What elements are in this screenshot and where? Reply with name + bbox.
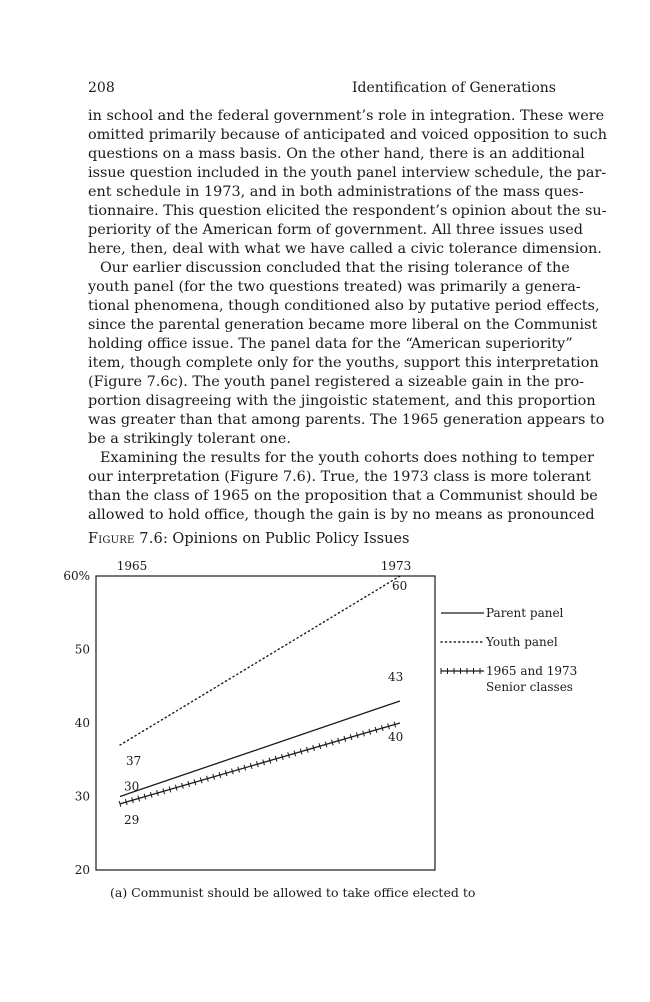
body-line: tional phenomena, though conditioned also by putative period effects,: [88, 298, 600, 314]
body-line: periority of the American form of government. All three issues used: [88, 222, 583, 238]
series-cross: [119, 722, 400, 807]
body-line: item, though complete only for the youths, support this interpretation: [88, 355, 599, 371]
y-tick-label: 40: [74, 716, 90, 730]
y-tick-label: 20: [74, 863, 90, 877]
body-line: Our earlier discussion concluded that the rising tolerance of the: [100, 260, 570, 276]
legend-label: Youth panel: [486, 635, 558, 649]
body-line: ent schedule in 1973, and in both administrations of the mass ques-: [88, 184, 584, 200]
y-tick-label: 50: [74, 642, 90, 657]
body-line: portion disagreeing with the jingoistic statement, and this proportion: [88, 393, 596, 409]
series-solid: [120, 701, 400, 797]
body-line: (Figure 7.6c). The youth panel registered a sizeable gain in the pro-: [88, 374, 584, 390]
body-line: youth panel (for the two questions treated) was primarily a genera-: [88, 279, 581, 295]
running-head: [88, 80, 556, 102]
line-chart: [0, 550, 650, 910]
legend-label: 1965 and 1973: [486, 664, 578, 678]
series-line: [120, 576, 400, 745]
body-line: was greater than that among parents. The 1965 generation appears to: [88, 412, 605, 428]
series-line-stroke: [120, 723, 400, 804]
body-line: in school and the federal government’s role in integration. These were: [88, 108, 605, 124]
y-tick-label: 60%: [63, 569, 90, 583]
legend-label: Senior classes: [486, 680, 573, 694]
x-tick-label: 1965: [116, 559, 148, 573]
body-line: since the parental generation became more liberal on the Communist: [88, 317, 598, 333]
body-line: tionnaire. This question elicited the respondent’s opinion about the su-: [88, 203, 607, 219]
y-tick-label: 30: [74, 789, 90, 804]
legend-item-cross: [441, 668, 484, 674]
body-line: our interpretation (Figure 7.6). True, the 1973 class is more tolerant: [88, 469, 591, 485]
series-line: [120, 701, 400, 797]
figure-caption-text: : Opinions on Public Policy Issues: [162, 531, 410, 547]
data-label: 40: [388, 730, 404, 744]
data-label: 37: [126, 754, 142, 769]
body-line: issue question included in the youth panel interview schedule, the par-: [88, 165, 607, 181]
body-line: Examining the results for the youth cohorts does nothing to temper: [100, 450, 595, 466]
body-line: than the class of 1965 on the proposition that a Communist should be: [88, 488, 598, 504]
data-label: 43: [388, 669, 404, 684]
page-number: 208: [88, 80, 115, 96]
body-line: questions on a mass basis. On the other hand, there is an additional: [88, 146, 585, 162]
series-dotted: [120, 576, 400, 745]
body-text: [88, 107, 607, 525]
body-line: allowed to hold office, though the gain is by no means as pronounced: [88, 507, 595, 523]
plot-frame: [96, 576, 435, 870]
data-label: 30: [124, 779, 140, 794]
running-title: Identification of Generations: [351, 80, 556, 96]
body-line: here, then, deal with what we have called a civic tolerance dimension.: [88, 241, 602, 257]
data-label: 29: [124, 812, 140, 827]
x-tick-label: 1973: [380, 559, 412, 573]
legend-label: Parent panel: [486, 606, 564, 620]
data-label: 60: [392, 579, 408, 593]
body-line: holding office issue. The panel data for the “American superiority”: [88, 336, 573, 352]
figure-subcaption: (a) Communist should be allowed to take office elected to: [110, 885, 476, 900]
figure-label: Figure 7.6: [88, 531, 163, 547]
body-line: be a strikingly tolerant one.: [88, 431, 291, 447]
figure-caption: [88, 531, 409, 547]
body-line: omitted primarily because of anticipated and voiced opposition to such: [88, 127, 607, 143]
